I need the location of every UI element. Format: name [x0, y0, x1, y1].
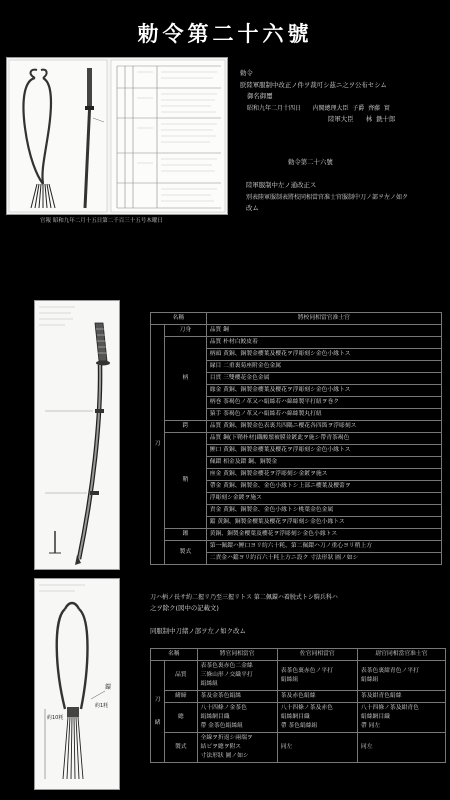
decree-line: 陸軍大臣 林 銑十郎 [328, 115, 396, 123]
decree-line: 改ム [246, 204, 259, 212]
row-label: 刀身 [165, 325, 207, 337]
table-cell: 同左 [277, 733, 357, 763]
table-cell: 茶及赤色絹絲 [277, 691, 357, 703]
note-line: 之ヲ除ク(図中の記載文) [150, 604, 219, 612]
table-cell: 猿手 茶褐色ノ革又ハ絹絲若ハ綿絲製丸打紐 [206, 409, 441, 421]
note-line: 刀ハ柄ノ長サ約二握リ乃至三握リトス 第二佩鐶ハ着脱式トシ騎兵科ハ [150, 594, 338, 601]
decree-line: 陸軍服制中左ノ通改正ス [246, 181, 317, 189]
row-label: 製式 [165, 541, 207, 565]
table-cell: 二責金ハ鐺ヨリ約百六十粍上方ニ設ク 寸法形狀 圖ノ如シ [206, 553, 441, 565]
cord-drawing [35, 579, 119, 789]
table-cell: 黄銅、銅製金櫻葉及櫻花ヲ浮彫刻シ金色小緣トス [206, 529, 441, 541]
table-cell: 表茶色裏赤色ノ平打 絹絲組 [277, 661, 357, 691]
decree-number: 勅令第二十六號 [288, 158, 333, 166]
table-cell: 目貫 三雙櫻花金色金属 [206, 373, 441, 385]
table-cell: 鯉口 黄銅、銅製金櫻葉及櫻花ヲ浮彫刻シ金色小緣トス [206, 445, 441, 457]
table-cell: 茶及紺青色絹絲 [357, 691, 445, 703]
table-cell: 品質 黄銅、銅製金色表裏共四隅ニ櫻花各四箇ヲ浮彫刻ス [206, 421, 441, 433]
table-cell: 八十四條ノ茶及紺青色 絹絲網目織 帶 同左 [357, 703, 445, 733]
diagram-label: 約1粍 [95, 703, 109, 709]
table-cell: 八十四條ノ茶及赤色 絹絲網目織 帶 茶色絹絲組 [277, 703, 357, 733]
table-cell: 縁目 二重裏菊座附金色金属 [206, 361, 441, 373]
table-cell: 同左 [357, 733, 445, 763]
katana-cord-label [151, 661, 165, 763]
table-cell: 品質 鋼 [206, 325, 441, 337]
katana-label: 刀 [154, 696, 161, 703]
table-cell: 座金 黄銅、銅製金櫻花ヲ浮彫刻シ金鍍ヲ施ス [206, 469, 441, 481]
diagram-label: 約10粍 [47, 715, 64, 721]
row-label: 鍔 [165, 421, 207, 433]
table-cell: 表茶色裏赤色二金絲 三條山形ノ交織平打 絹絲組 [197, 661, 277, 691]
gazette-caption: 官報 昭和九年二月十五日第二千百三十五号木曜日 [40, 218, 163, 224]
decree-line: 御名御璽 [247, 92, 273, 100]
cord-label: 緒 [154, 719, 161, 726]
table-cell: 品質 鋼(下鞘朴材)鐵酸壜被膜並鍍此ヲ施シ帶青茶褐色 [206, 433, 441, 445]
table-cell: 品質 朴材白鮫皮着 [206, 337, 441, 349]
note-amend: 同服制中刀緒ノ部ヲ左ノ如ク改ム [150, 627, 246, 635]
table-header: 將官同相當官 [197, 649, 277, 661]
page-title: 勅令第二十六號 [137, 22, 313, 46]
sword-drawing [35, 301, 119, 569]
table-header: 將校同相當官准士官 [206, 313, 441, 325]
table-cell: 表茶色裏紺青色ノ平打 絹絲組 [357, 661, 445, 691]
note-text [150, 592, 446, 614]
diagram-label: 鐶 [105, 684, 112, 691]
sword-cord-drawing [7, 58, 227, 214]
table-cell: 佩鐶 相金及鐶 鋼、銅製金 [206, 457, 441, 469]
cord-spec-table [150, 648, 446, 763]
table-cell: 柄頭 黄銅、銅製金櫻葉及櫻花ヲ浮彫刻シ金色小緣トス [206, 349, 441, 361]
table-cell: 責金 黄銅、銅製金、金色小緣トシ桃葉金色金属 [206, 505, 441, 517]
row-label: 品質 [165, 661, 198, 691]
row-label: 總 [165, 703, 198, 733]
table-header: 名稱 [151, 313, 207, 325]
sword-diagram-image [34, 300, 120, 570]
table-cell: 帶金 黄銅、銅製金、金色小緣トシ上部ニ櫻葉及櫻蕾ヲ [206, 481, 441, 493]
gazette-scan-image [6, 57, 228, 215]
row-label: 鎺 [165, 529, 207, 541]
decree-body [246, 180, 448, 215]
table-header: 尉官同相當官准士官 [357, 649, 445, 661]
table-cell: 八十四條ノ金茶色 絹絲網目織 帶 金茶色絹絲組 [197, 703, 277, 733]
katana-label: 刀 [151, 325, 165, 565]
sword-spec-table [150, 312, 442, 565]
decree-line: 朕陸軍服制中改正ノ件ヲ裁可シ茲ニ之ヲ公布セシム [240, 80, 387, 89]
cord-diagram-image [34, 578, 120, 790]
table-cell: 全線ヲ折返シ兩端ヲ 結ビヲ總ヲ附ス 寸法形狀 圖ノ如シ [197, 733, 277, 763]
table-cell: 茶及金茶色絹絲 [197, 691, 277, 703]
row-label: 柄 [165, 337, 207, 421]
decree-line: 昭和九年二月十四日 内閣總理大臣 子爵 齊藤 實 [247, 104, 390, 112]
table-header: 名稱 [151, 649, 198, 661]
row-label: 製式 [165, 733, 198, 763]
table-header: 佐官同相當官 [277, 649, 357, 661]
table-cell: 鐺 黄銅、銅製金櫻葉及櫻花ヲ浮彫刻シ金色小緣トス [206, 517, 441, 529]
decree-text [240, 68, 448, 126]
row-label: 緒締 [165, 691, 198, 703]
table-cell: 柄巻 茶褐色ノ革又ハ絹絲若ハ綿絲製平打紐ヲ巻ク [206, 397, 441, 409]
table-cell: 緣金 黄銅、銅製金櫻葉及櫻花ヲ浮彫刻シ金色小緣トス [206, 385, 441, 397]
table-cell: 浮彫刻シ金鍍ヲ施ス [206, 493, 441, 505]
table-cell: 第一佩鐶ハ鯉口ヨリ約六十粍、第二佩鐶ハ刀ノ重心ヨリ稍上方 [206, 541, 441, 553]
decree-line: 勅令 [240, 69, 253, 77]
row-label: 鞘 [165, 433, 207, 529]
decree-line: 別表陸軍服制表將校同相當官准士官服制中刀ノ部ヲ左ノ如ク [246, 193, 409, 201]
